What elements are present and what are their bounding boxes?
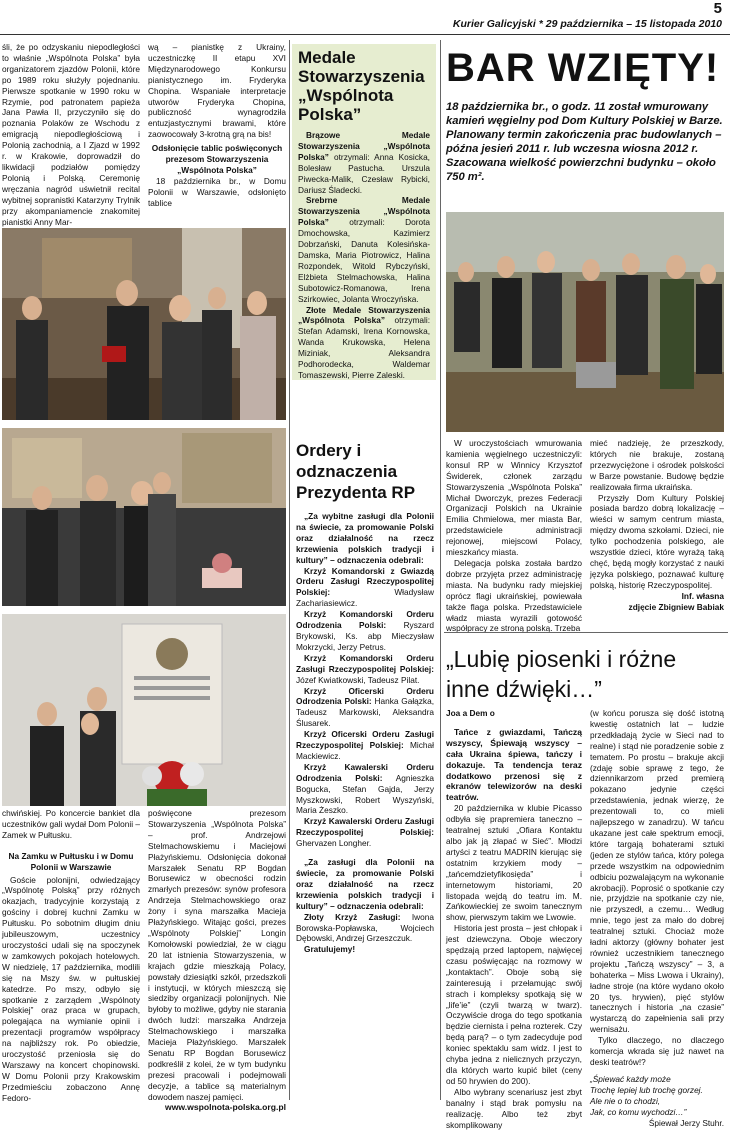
section-rule [444,632,728,633]
orders-section [296,440,434,1091]
bar-lead: 18 października br., o godz. 11 został wmurowany kamień węgielny pod Dom Kultury Polskiej w Barze. Planowany termin zakończenia prac budowlanych – późna jesień 2011 r. lub wczesna wiosna 2012 r. Szacowana wielkość powierzchni budynku – około 750 m². [446,101,723,183]
page-number: 5 [713,0,722,17]
photo-image [2,428,286,606]
order-recipients: Agnieszka Bogucka, Stefan Gajda, Jerzy Myszkowski, Robert Wyszyński, Maria Żeszko. [296,772,434,816]
poem-author: Śpiewał Jerzy Stuhr. [648,1117,724,1128]
silver-list: otrzymali: Dorota Dmochowska, Kazimierz Dobrzański, Danuta Kolesińska-Damska, Maria Piotrowicz, Halina Rozpondek, Witold Rybczyński, Elżbieta Stelmachowska, Halina Subotowicz-Romanowa, Irena Szirkowiec, Jolanta Wroczyńska. [298,217,430,304]
orders-text [296,511,434,1091]
order-heading: Krzyż Kawalerski Orderu Odrodzenia Polski: [296,761,434,783]
masthead [453,18,722,30]
photo-cornerstone [446,212,724,432]
paragraph: Goście polonijni, odwiedzający „Wspólnotę Polską” przy różnych okazjach, tradycyjnie korzystają z gościny i dobrej kuchni Zamku w Pułtusku. Po sobotnim długim dniu jubileuszowym, uczestnicy uroczystości udali się na spoczynek w zamkowych pokojach hotelowych. W niedzielę, 17 października, modlili się na Mszy św. w pułtuskiej katedrze. Po mszy, odbyło się spotkanie z zarządem „Wspólnoty Polskiej” oraz praca w grupach, polegająca na wymianie opinii i prezentacji programów współpracy na najbliższy rok. Po obiedzie, uroczystość przeniosła się do Warszawy na koncert chopinowski. W Domu Polonii przy Krakowskim Przedmieściu zobaczono Annę Fedoro- [2,874,140,1103]
bar-col2 [590,438,724,650]
subheading: Odsłonięcie tablic poświęconych prezesom Stowarzyszenia „Wspólnota Polska” [151,143,283,175]
paragraph: Delegacja polska została bardzo dobrze przyjęta przez administrację miasta. Na budynku rady miejskiej oprócz flagi ukraińskiej, powiewała także flaga polska. Przedstawiciele władz miasta wyrazili gotowość współpracy ze stroną polską. Trzeba [446,557,582,634]
song-headline: „Lubię piosenki i różne inne dźwięki…” [446,646,677,702]
paragraph: (w końcu porusza się dość istotną kwestię ostatnich lat – ludzie przedkładają życie w Sieci nad to realne) i stąd nie poradzenie sobie z tematem. Po prostu – brakuje akcji (zdaję sobie sprawę z tego, że dziennikarzom przed premierą pokazano jedynie części przedstawienia, jednak wierzę, że prezentowali to, co mieli najlepszego w zanadrzu). W tańcu ukazane jest całe spektrum emocji, które targają bohaterami sztuki (jeden ze stylów tańca, który polega przede wszystkim na odpowiednim odbiciu pozwalającym na wykonanie akrobacji). Poprosić o spotkanie czy nie, przyjdzie na spotkanie czy nie, nie przyszedł, a czemu… Według mnie, tego jest za mało do dobrej teatralnej sztuki. Chociaż może ładni aktorzy (główny bohater jest również uczestnikiem tanecznego projektu „Tańczą wszyscy” – 3, a bohaterka – Miss Lwowa i Ukrainy), ładne stroje (na które wydano około 20 tys. hrywien), pięć stylów tanecznych i historia „na czasie” wystarczą do zapełnienia sali przy wernisażu. [590,708,724,1035]
order-recipients: Władysław Zachariasiewicz. [296,587,434,609]
order-recipients: Józef Kwiatkowski, Tadeusz Pilat. [296,674,420,685]
gold-heading: Złote Medale Stowarzyszenia „Wspólnota Polska” [298,304,430,326]
poem-line: „Śpiewać każdy może [590,1073,671,1084]
credit-photo: zdjęcie Zbigniew Babiak [628,601,724,612]
issue-dates: * 29 października – 15 listopada 2010 [538,18,722,30]
col1-top [2,42,140,227]
silver-heading: Srebrne Medale Stowarzyszenia „Wspólnota Polska” [298,195,430,228]
order-recipients: Michał Mackiewicz. [296,740,434,761]
order-heading: Krzyż Komandorski z Gwiazdą Orderu Zasługi Rzeczypospolitej Polskiej: [296,565,434,598]
song-lead: Tańce z gwiazdami, Tańczą wszyscy, Śpiewają wszyscy – cała Ukraina śpiewa, tańczy i dokazuje. Ta tendencja teraz dodatkowo przenosi się z ekranów telewizorów na deski teatrów. [446,726,582,803]
paragraph: chwińskiej. Po koncercie bankiet dla uczestników gali wydał Dom Polonii – Zamek w Pułtusku. [2,808,140,840]
order-recipients: Hanka Gałązka, Tadeusz Markowski, Aleksandra Ślusarek. [296,696,434,729]
paper-name: Kurier Galicyjski [452,18,536,30]
medals-text [298,130,430,381]
song-col2 [590,708,724,1128]
col2-bottom [148,808,286,1113]
header-rule [0,34,730,35]
col2-top [148,42,286,224]
photo-plaque [2,614,286,806]
order-recipients: Iwona Borowska-Popławska, Wojciech Dębowski, Andrzej Grzeszczuk. [296,911,434,944]
order-heading: Złoty Krzyż Zasługi: [304,911,401,922]
paragraph: 20 października w klubie Picasso odbyła się prapremiera taneczno – teatralnej sztuki „Ofiara Kontaktu albo jak ją złapać w Sieć”. Młodzi artyści z teatru MADRIN kierując się ostatnim krzykiem mody – „tańcemdzietyfikosięda” i internetowym historiami, 20 listopada wejdą do teatru im. M. Zańkowieckiej ze swoim tanecznym show, pierwszym takim we Lwowie. [446,803,582,923]
paragraph: wą – pianistkę z Ukrainy, uczestniczkę II etapu XVI Międzynarodowego Konkursu pianistycznego im. Fryderyka Chopina. Wspaniałe interpretacje utworów Fryderyka Chopina, publiczność wynagrodziła entuzjastycznymi brawami, które zaowocowały 3-krotną grą na bis! [148,42,286,140]
col1-bottom [2,808,140,1104]
poem-line: Ale nie o to chodzi, [590,1095,661,1106]
paragraph: mieć nadzieję, że przeszkody, których nie brakuje, zostaną przezwyciężone i ośrodek polskości w Barze powstanie. Budowę będzie realizowała firma ukraińska. [590,438,724,492]
song-col1 [446,708,582,1130]
paragraph: 18 października br., w Domu Polonii w Warszawie, odsłonięto tablice [148,175,286,208]
orders-title: Ordery i odznaczenia Prezydenta RP [296,441,416,502]
column-divider [289,40,290,1100]
bar-headline: BAR WZIĘTY! [446,46,720,90]
order-recipients: Ghervazen Longher. [296,838,372,849]
bronze-list: otrzymali: Anna Kosicka, Bolesław Pastucha. Urszula Piwecka-Malik, Czesław Rybicki, Dariusz Śladecki. [298,151,430,195]
byline: Joa a Dem o [446,708,495,718]
congrats: Gratulujemy! [304,944,356,955]
paragraph: Tylko dlaczego, no dlaczego komercja wkrada się już nawet na deski teatrów!? [590,1035,724,1067]
photo-image [2,228,286,420]
order-heading: Krzyż Oficerski Orderu Odrodzenia Polski: [296,685,434,707]
photo-speaker [2,428,286,606]
medals-box [292,44,436,380]
order-heading: Krzyż Komandorski Orderu Odrodzenia Polski: [296,609,434,631]
column-divider [440,40,441,1100]
photo-award-ceremony [2,228,286,420]
photo-image [446,212,724,432]
order-heading: Krzyż Komandorski Orderu Zasługi Rzeczypospolitej Polskiej: [296,652,434,674]
order-heading: Krzyż Kawalerski Orderu Zasługi Rzeczypospolitej Polskiej: [296,816,434,838]
paragraph: Albo wybrany scenariusz jest zbyt banalny i stąd brak pomysłu na realizację. Albo też zbyt skomplikowany [446,1086,582,1130]
subheading: Na Zamku w Pułtusku i w Domu Polonii w Warszawie [8,850,134,872]
gold-list: otrzymali: Stefan Adamski, Irena Kornowska, Wanda Krukowska, Helena Miziniak, Aleksandra Podhorodecka, Waldemar Tomaszewski, Pierre Zaleski. [298,315,430,380]
photo-image [2,614,286,806]
order-heading: Krzyż Oficerski Orderu Zasługi Rzeczypospolitej Polskiej: [296,729,434,751]
credit-info: Inf. własna [681,590,724,601]
paragraph: W uroczystościach wmurowania kamienia węgielnego uczestniczyli: konsul RP w Winnicy Krzysztof Świderek, członek zarządu Stowarzyszenia „Wspólnota Polska” Michał Dworczyk, prezes Federacji Organizacji Polskich na Ukrainie Emilia Chmielowa, mer miasta Bar, przedstawiciele administracji rejonowej, miejscowi Polacy, mieszkańcy miasta. [446,438,582,558]
bronze-heading: Brązowe Medale Stowarzyszenia „Wspólnota Polska” [298,130,430,162]
poem-line: Trochę lepiej lub trochę gorzej. [590,1084,703,1095]
poem-line: Jak, co komu wychodzi…” [590,1106,687,1117]
orders-intro: „Za wybitne zasługi dla Polonii na świecie, za promowanie Polski oraz działalność na rzecz krzewienia polskich tradycji i kultury” – odznaczenia odebrali: [296,511,434,565]
orders-intro-2: „Za zasługi dla Polonii na świecie, za promowanie Polski oraz działalność na rzecz krzewienia polskich tradycji i kultury” – odznaczenia odebrali: [296,857,434,911]
website-link[interactable]: www.wspolnota-polska.org.pl [165,1102,286,1113]
paragraph: Historia jest prosta – jest chłopak i jest dziewczyna. Oboje wieczory spędzają przed laptopem, najwięcej czasu poświęcając na rozmowy w „kontaktach”. Oboje sobą się zainteresują i przełamując swój strach i kompleksy spotkają się w „life’ie” (czyli twarzą w twarz). Oczywiście droga do tego spotkania będzie ciernista i pełna rozterek. Czy będą parą? – o tym zadecyduje pod koniec spektaklu sam widz. I jest to chyba jedna z nielicznych przyczyn, dla których warto kupić bilet (ceny od 50 hrywien do 200). [446,923,582,1086]
paragraph: poświęcone prezesom Stowarzyszenia „Wspólnota Polska” – prof. Andrzejowi Stelmachowskiemu i Maciejowi Płażyńskiemu. Odsłonięcia dokonał Marszałek Senatu RP Bogdan Borusewicz w obecności rodzin zmarłych prezesów: synów profesora Andrzeja Stelmachowskiego oraz żony i syna marszałka Macieja Płażyńskiego. Witając gości, prezes „Wspólnoty Polskiej” Longin Komołowski powiedział, że w ciągu 20 lat istnienia Stowarzyszenia, w krajach gdzie mieszkają Polacy, powstały dziesiątki szkół, przedszkoli i instytucji, w których mieszczą się siedziby organizacji polonijnych. Nie byłoby to możliwe, gdyby nie starania dwóch ludzi: marszałka Andrzeja Stelmachowskiego i marszałka Macieja Płażyńskiego. Marszałek Senatu RP Bogdan Borusewicz podkreślił z kolei, że w tym budynku prezesi pracowali i podejmowali decyzje, a tablice są materialnym dowodem naszej pamięci. [148,808,286,1102]
paragraph: Przyszły Dom Kultury Polskiej posiada bardzo dobrą lokalizację – wieści w samym centrum miasta, między dwoma szkołami. Dzieci, nie tylko pochodzenia polskiego, ale wszystkie dzieci, które wyrażą taką chęć, będą mogły korzystać z nauki języka polskiego, poznawać kulturę polską, historię Rzeczypospolitej. [590,492,724,590]
paragraph: śli, że po odzyskaniu niepodległości to właśnie „Wspólnota Polska” była organizatorem zjazdów Polonii, które po 1989 roku służyły pojednaniu. Pierwsze spotkanie w 1990 roku w Rzymie, pod patronatem papieża Jana Pawła II, przyczyniło się do poznania Polaków ze Wschodu z emigracją niepodległościową i Polonią zachodnią, a I Zjazd w 1992 r. w Krakowie, doprowadził do likwidacji podziałów pomiędzy Polonią i Polską. Ceremonię wręczania nagród uświetnił recital wybitnej sopranistki Katarzyny Trylnik przy akompaniamencie znakomitej pianistki Anny Mar- [2,42,140,227]
medals-title: Medale Stowarzyszenia „Wspólnota Polska” [298,48,425,124]
order-recipients: Ryszard Brykowski, Ks. abp Mieczysław Mokrzycki, Jerzy Petrus. [296,620,434,652]
bar-col1 [446,438,582,650]
